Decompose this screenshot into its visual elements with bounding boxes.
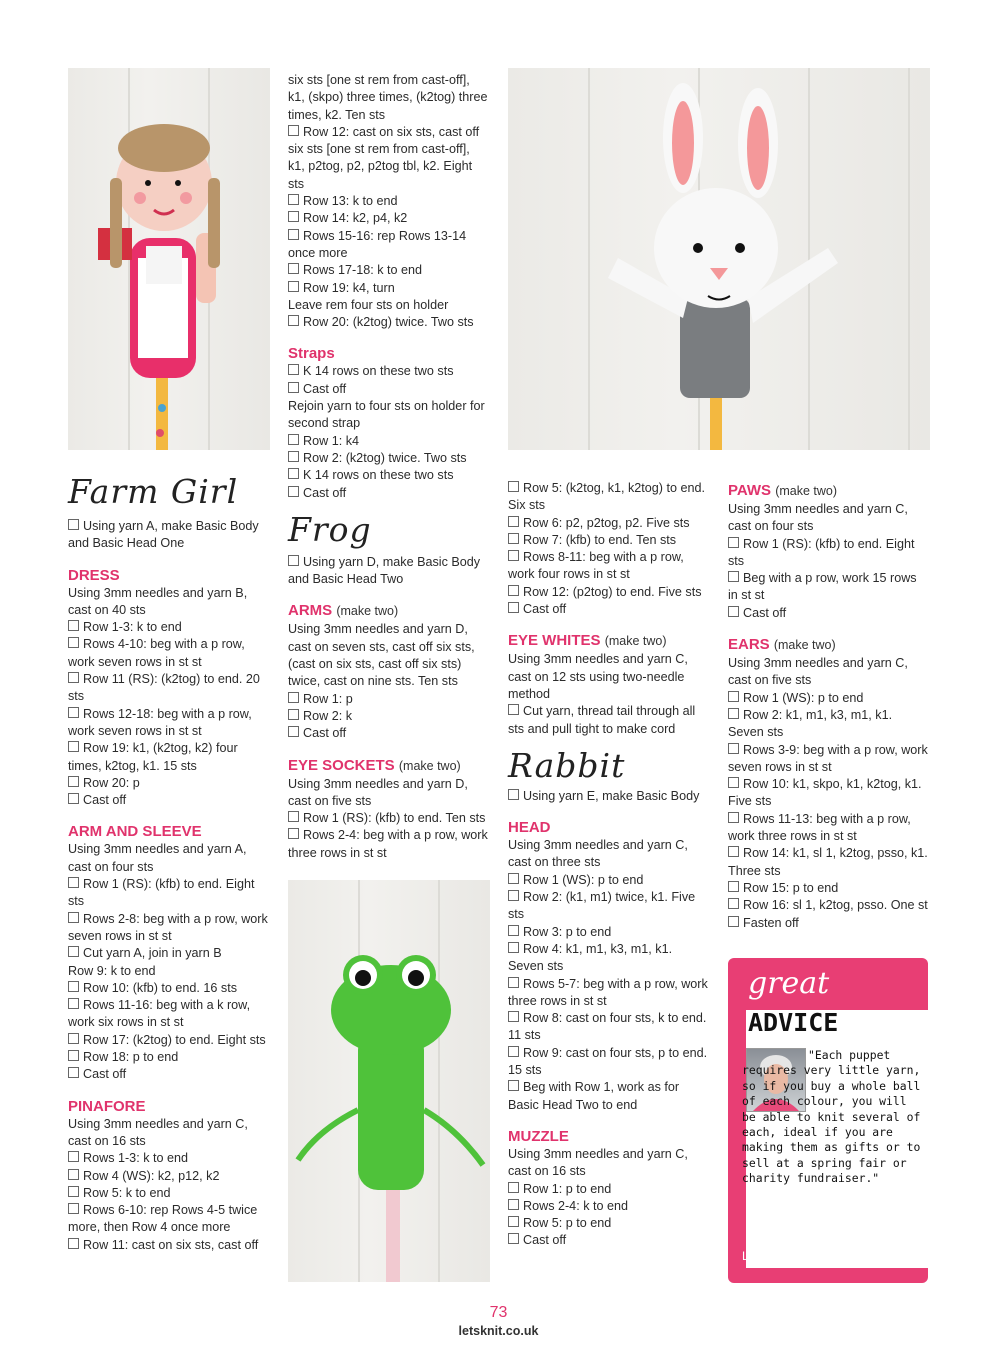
pattern-line: Row 1-3: k to end: [68, 619, 270, 636]
pattern-line: Cast off: [288, 725, 488, 742]
pattern-line: Using 3mm needles and yarn C, cast on 16 sts: [68, 1116, 248, 1148]
pattern-line: Row 6: p2, p2tog, p2. Five sts: [508, 515, 710, 532]
pattern-line: Row 1 (RS): (kfb) to end. Eight sts: [728, 536, 915, 568]
straps-heading: Straps: [288, 345, 335, 363]
checkbox-icon[interactable]: [288, 364, 299, 375]
pattern-line: Cut yarn A, join in yarn B: [68, 945, 270, 962]
great-label: great: [748, 966, 830, 1001]
pattern-line: six sts [one st rem from cast-off], k1, (skpo) three times, (k2tog) three times, k2. Ten sts: [288, 73, 488, 122]
checkbox-icon[interactable]: [508, 1199, 519, 1210]
checkbox-icon[interactable]: [68, 1151, 79, 1162]
pattern-line: Using 3mm needles and yarn C, cast on four sts: [728, 502, 908, 534]
pattern-line: Row 15: p to end: [728, 880, 928, 897]
pattern-line: Rows 12-18: beg with a p row, work seven rows in st st: [68, 706, 252, 738]
site-url[interactable]: letsknit.co.uk: [458, 1324, 539, 1338]
pattern-line: Row 12: (p2tog) to end. Five sts: [508, 584, 710, 601]
pattern-line: Using 3mm needles and yarn C, cast on 12 sts using two-needle method: [508, 652, 688, 701]
checkbox-icon[interactable]: [288, 125, 299, 136]
designer-signature: Susie Johns: [829, 1248, 912, 1264]
pinafore-cont-list: [288, 72, 488, 331]
pattern-line: Using 3mm needles and yarn C, cast on three sts: [508, 838, 688, 870]
advice-quote: "Each puppet requires very little yarn, so if you buy a whole ball of each colour, you will be able to knit several of each, ideal if you are making them as gifts or to sell at a spring fair or charity fundraiser.": [742, 1048, 921, 1186]
muzzle-heading: MUZZLE: [508, 1127, 569, 1145]
checkbox-icon[interactable]: [288, 315, 299, 326]
pattern-line: Rows 4-10: beg with a p row, work seven rows in st st: [68, 637, 245, 669]
checkbox-icon[interactable]: [288, 229, 299, 240]
pattern-line: Row 13: k to end: [288, 193, 488, 210]
checkbox-icon[interactable]: [728, 812, 739, 823]
pattern-line: Leave rem four sts on holder: [288, 297, 449, 312]
checkbox-icon[interactable]: [508, 925, 519, 936]
pattern-line: Rows 17-18: k to end: [288, 262, 488, 279]
pattern-line: Row 2: k1, m1, k3, m1, k1. Seven sts: [728, 707, 893, 740]
pattern-line: Cast off: [728, 605, 928, 622]
pattern-line: Row 5: k to end: [68, 1185, 270, 1202]
checkbox-icon[interactable]: [728, 571, 739, 582]
pattern-line: Rows 2-4: beg with a p row, work three rows in st st: [288, 828, 488, 860]
pattern-line: Cut yarn, thread tail through all sts and pull tight to make cord: [508, 704, 696, 736]
pattern-line: Row 5: p to end: [508, 1215, 710, 1232]
eye-sockets-heading: EYE SOCKETS (make two): [288, 756, 461, 774]
pattern-line: Row 8: cast on four sts, k to end. 11 sts: [508, 1011, 707, 1043]
checkbox-icon[interactable]: [508, 942, 519, 953]
checkbox-icon[interactable]: [288, 382, 299, 393]
column-2: [288, 72, 488, 862]
checkbox-icon[interactable]: [508, 1216, 519, 1227]
checkbox-icon[interactable]: [288, 709, 299, 720]
pattern-line: Rows 3-9: beg with a p row, work seven rows in st st: [728, 742, 928, 774]
checkbox-icon[interactable]: [68, 1238, 79, 1249]
checkbox-icon[interactable]: [68, 741, 79, 752]
frog-intro: Using yarn D, make Basic Body and Basic Head Two: [288, 554, 481, 587]
eye-cont-list: [508, 480, 710, 618]
pattern-line: Cast off: [288, 381, 488, 398]
pattern-line: Row 11: cast on six sts, cast off: [68, 1237, 270, 1254]
pattern-line: Row 10: (kfb) to end. 16 sts: [68, 980, 270, 997]
checkbox-icon[interactable]: [728, 898, 739, 909]
checkbox-icon[interactable]: [288, 468, 299, 479]
farm-girl-photo: [68, 68, 270, 450]
straps-list: [288, 363, 488, 501]
pattern-line: Row 1: p: [288, 691, 488, 708]
pattern-line: Row 19: k1, (k2tog, k2) four times, k2tog, k1. 15 sts: [68, 741, 238, 773]
checkbox-icon[interactable]: [68, 1033, 79, 1044]
checkbox-icon[interactable]: [288, 555, 299, 566]
pattern-line: Row 17: (k2tog) to end. Eight sts: [68, 1032, 270, 1049]
pattern-line: Using 3mm needles and yarn D, cast on five sts: [288, 776, 468, 808]
pattern-line: Rows 15-16: rep Rows 13-14 once more: [288, 228, 467, 260]
checkbox-icon[interactable]: [68, 981, 79, 992]
checkbox-icon[interactable]: [728, 708, 739, 719]
checkbox-icon[interactable]: [508, 550, 519, 561]
pattern-line: Row 4: k1, m1, k3, m1, k1. Seven sts: [508, 941, 673, 974]
checkbox-icon[interactable]: [508, 1233, 519, 1244]
checkbox-icon[interactable]: [68, 620, 79, 631]
checkbox-icon[interactable]: [68, 1203, 79, 1214]
muzzle-list: [508, 1146, 710, 1250]
rabbit-photo: [508, 68, 930, 450]
column-1: [68, 472, 270, 1254]
checkbox-icon[interactable]: [508, 1011, 519, 1022]
checkbox-icon[interactable]: [68, 793, 79, 804]
checkbox-icon[interactable]: [68, 672, 79, 683]
head-heading: HEAD: [508, 819, 551, 837]
designer-credit: LK DESIGNER, Susie Johns: [742, 1248, 912, 1264]
checkbox-icon[interactable]: [728, 846, 739, 857]
arms-heading: ARMS (make two): [288, 602, 399, 620]
pattern-line: Using 3mm needles and yarn C, cast on 16 sts: [508, 1146, 688, 1179]
pattern-line: Row 1: k4: [288, 433, 488, 450]
column-3: [508, 480, 710, 1250]
head-list: [508, 837, 710, 1114]
pattern-line: Cast off: [288, 485, 488, 502]
great-advice-box: [728, 958, 928, 1283]
checkbox-icon[interactable]: [508, 516, 519, 527]
pattern-line: Row 7: (kfb) to end. Ten sts: [508, 532, 710, 549]
pattern-line: Row 16: sl 1, k2tog, psso. One st: [728, 897, 928, 914]
checkbox-icon[interactable]: [508, 602, 519, 613]
checkbox-icon[interactable]: [68, 519, 79, 530]
pattern-line: Using 3mm needles and yarn C, cast on five sts: [728, 656, 908, 688]
eye-whites-heading: EYE WHITES (make two): [508, 632, 667, 650]
pattern-line: Row 1 (RS): (kfb) to end. Eight sts: [68, 877, 255, 909]
dress-list: [68, 585, 270, 810]
checkbox-icon[interactable]: [508, 1182, 519, 1193]
checkbox-icon[interactable]: [68, 1050, 79, 1061]
pattern-line: Row 14: k1, sl 1, k2tog, psso, k1. Three sts: [728, 846, 928, 878]
pattern-line: Cast off: [68, 1066, 270, 1083]
checkbox-icon[interactable]: [728, 691, 739, 702]
pinafore-list: [68, 1116, 270, 1254]
pattern-line: Row 12: cast on six sts, cast off six sts [one st rem from cast-off], k1, p2tog, p2, p2tog tbl, k2. Eight sts: [288, 124, 480, 191]
checkbox-icon[interactable]: [288, 726, 299, 737]
frog-title: Frog: [288, 509, 372, 549]
pinafore-heading: PINAFORE: [68, 1097, 146, 1115]
pattern-line: Cast off: [508, 1232, 710, 1249]
pattern-line: Row 9: cast on four sts, p to end. 15 sts: [508, 1045, 708, 1078]
checkbox-icon[interactable]: [728, 743, 739, 754]
pattern-line: Rows 1-3: k to end: [68, 1150, 270, 1167]
checkbox-icon[interactable]: [288, 692, 299, 703]
ears-list: [728, 655, 928, 932]
checkbox-icon[interactable]: [508, 585, 519, 596]
column-4: [728, 468, 928, 932]
checkbox-icon[interactable]: [508, 1046, 519, 1057]
pattern-line: Row 14: k2, p4, k2: [288, 210, 488, 227]
checkbox-icon[interactable]: [68, 946, 79, 957]
checkbox-icon[interactable]: [288, 211, 299, 222]
paws-heading: PAWS (make two): [728, 482, 838, 499]
pattern-line: Rows 2-8: beg with a p row, work seven rows in st st: [68, 911, 268, 943]
checkbox-icon[interactable]: [728, 916, 739, 927]
checkbox-icon[interactable]: [508, 873, 519, 884]
pattern-line: Row 1 (WS): p to end: [728, 690, 928, 707]
checkbox-icon[interactable]: [728, 537, 739, 548]
pattern-line: Row 4 (WS): k2, p12, k2: [68, 1168, 270, 1185]
pattern-line: Beg with Row 1, work as for Basic Head Two to end: [508, 1080, 680, 1112]
pattern-line: Rows 5-7: beg with a p row, work three rows in st st: [508, 976, 708, 1008]
checkbox-icon[interactable]: [288, 263, 299, 274]
checkbox-icon[interactable]: [508, 481, 519, 492]
checkbox-icon[interactable]: [508, 533, 519, 544]
pattern-line: Cast off: [508, 601, 710, 618]
pattern-line: K 14 rows on these two sts: [288, 467, 488, 484]
pattern-line: Row 1 (RS): (kfb) to end. Ten sts: [288, 810, 488, 827]
rabbit-intro: Using yarn E, make Basic Body: [508, 788, 710, 805]
arm-sleeve-heading: ARM AND SLEEVE: [68, 823, 202, 841]
checkbox-icon[interactable]: [508, 977, 519, 988]
pattern-line: Fasten off: [728, 915, 928, 932]
pattern-line: Rows 8-11: beg with a p row, work four rows in st st: [508, 550, 684, 582]
checkbox-icon[interactable]: [288, 486, 299, 497]
pattern-line: Rows 11-16: beg with a k row, work six rows in st st: [68, 998, 251, 1030]
pattern-line: Row 18: p to end: [68, 1049, 270, 1066]
pattern-line: K 14 rows on these two sts: [288, 363, 488, 380]
eye-sockets-list: [288, 776, 488, 862]
checkbox-icon[interactable]: [288, 451, 299, 462]
pattern-line: Rows 2-4: k to end: [508, 1198, 710, 1215]
checkbox-icon[interactable]: [68, 707, 79, 718]
checkbox-icon[interactable]: [68, 776, 79, 787]
pattern-line: Using 3mm needles and yarn A, cast on four sts: [68, 842, 247, 874]
frog-photo: [288, 880, 490, 1282]
pattern-line: Rejoin yarn to four sts on holder for second strap: [288, 399, 485, 431]
rabbit-title: Rabbit: [508, 745, 626, 785]
pattern-line: Row 9: k to end: [68, 963, 156, 978]
checkbox-icon[interactable]: [68, 998, 79, 1009]
dress-heading: DRESS: [68, 566, 120, 584]
pattern-line: Row 1: p to end: [508, 1181, 710, 1198]
arm-list: [68, 841, 270, 1083]
checkbox-icon[interactable]: [728, 777, 739, 788]
checkbox-icon[interactable]: [68, 912, 79, 923]
checkbox-icon[interactable]: [68, 1169, 79, 1180]
checkbox-icon[interactable]: [508, 890, 519, 901]
arms-list: [288, 621, 488, 742]
pattern-line: Row 20: (k2tog) twice. Two sts: [288, 314, 488, 331]
paws-list: [728, 501, 928, 622]
farm-girl-intro: Using yarn A, make Basic Body and Basic Head One: [68, 519, 259, 551]
checkbox-icon[interactable]: [508, 1080, 519, 1091]
checkbox-icon[interactable]: [68, 877, 79, 888]
pattern-line: Row 1 (WS): p to end: [508, 872, 710, 889]
pattern-line: Row 11 (RS): (k2tog) to end. 20 sts: [68, 672, 260, 704]
pattern-line: Row 10: k1, skpo, k1, k2tog, k1. Five sts: [728, 777, 922, 809]
checkbox-icon[interactable]: [508, 704, 519, 715]
checkbox-icon[interactable]: [508, 789, 519, 800]
checkbox-icon[interactable]: [68, 1067, 79, 1078]
ears-heading: EARS (make two): [728, 636, 836, 654]
checkbox-icon[interactable]: [288, 281, 299, 292]
pattern-line: Rows 6-10: rep Rows 4-5 twice more, then Row 4 once more: [68, 1203, 258, 1235]
pattern-line: Row 19: k4, turn: [288, 280, 488, 297]
checkbox-icon[interactable]: [728, 606, 739, 617]
checkbox-icon[interactable]: [288, 434, 299, 445]
checkbox-icon[interactable]: [288, 811, 299, 822]
eye-whites-list: [508, 651, 710, 737]
checkbox-icon[interactable]: [728, 881, 739, 892]
pattern-line: Row 2: k: [288, 708, 488, 725]
pattern-line: Rows 11-13: beg with a p row, work three rows in st st: [728, 811, 911, 844]
pattern-line: Row 2: (k1, m1) twice, k1. Five sts: [508, 890, 696, 922]
pattern-line: Row 5: (k2tog, k1, k2tog) to end. Six sts: [508, 481, 706, 513]
pattern-line: Row 2: (k2tog) twice. Two sts: [288, 450, 488, 467]
pattern-line: Using 3mm needles and yarn D, cast on seven sts, cast off six sts, (cast on six sts, cast off six sts) twice, cast on nine sts. Ten sts: [288, 622, 475, 689]
pattern-line: Beg with a p row, work 15 rows in st st: [728, 571, 917, 603]
pattern-line: Cast off: [68, 792, 270, 809]
farm-girl-title: Farm Girl: [68, 472, 239, 511]
pattern-line: Row 3: p to end: [508, 924, 710, 941]
checkbox-icon[interactable]: [288, 828, 299, 839]
advice-label: ADVICE: [748, 1008, 839, 1037]
pattern-line: Using 3mm needles and yarn B, cast on 40 sts: [68, 585, 248, 617]
checkbox-icon[interactable]: [68, 637, 79, 648]
pattern-line: Row 20: p: [68, 775, 270, 792]
checkbox-icon[interactable]: [68, 1186, 79, 1197]
page-number: 73: [489, 1304, 508, 1321]
checkbox-icon[interactable]: [288, 194, 299, 205]
